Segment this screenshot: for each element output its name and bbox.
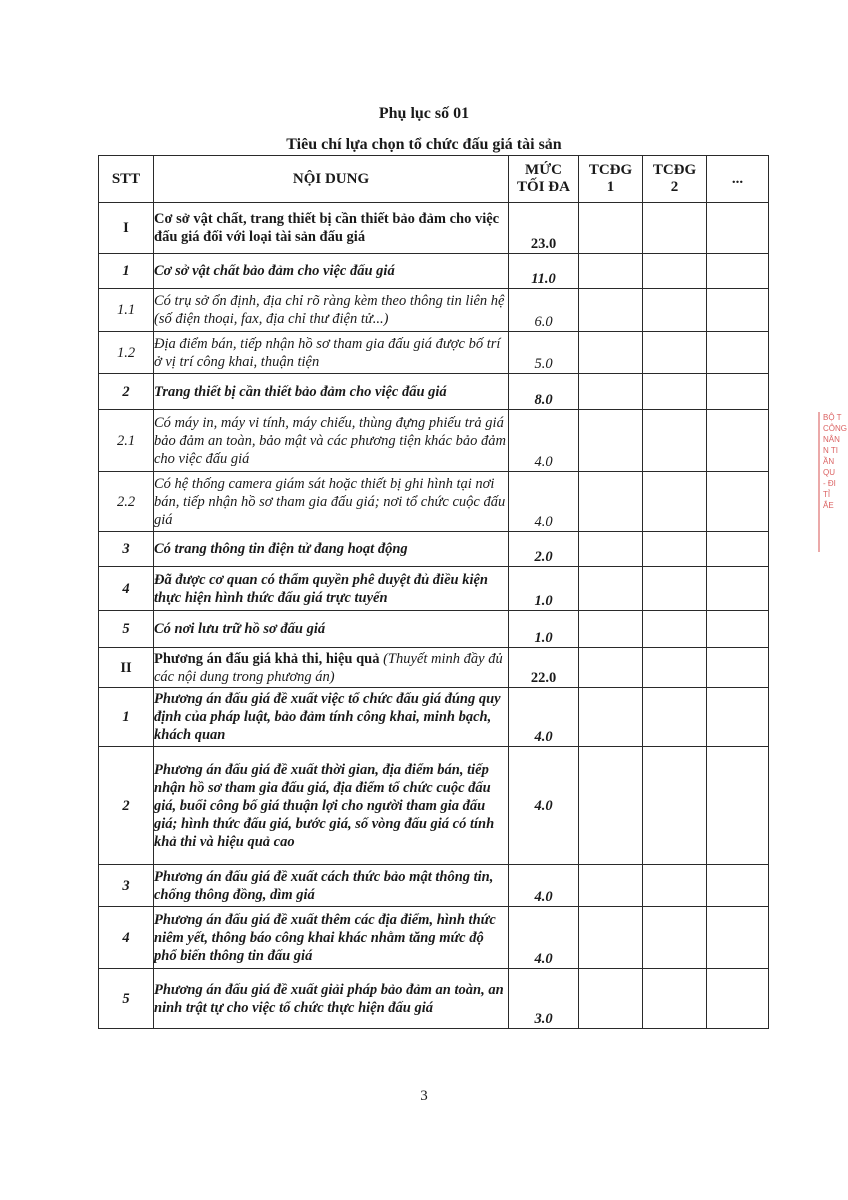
row-score-tcdg-2 (643, 289, 707, 332)
header-tcdg-1-line2: 1 (606, 179, 615, 195)
row-max-score: 4.0 (509, 410, 579, 472)
row-score-tcdg-2 (643, 374, 707, 410)
row-content: Phương án đấu giá đề xuất thời gian, địa điểm bán, tiếp nhận hồ sơ tham gia đấu giá, địa điểm tổ chức cuộc đấu giá, buổi công bố giá thuận lợi cho người tham gia đấu giá; hình thức đấu giá, bước giá, số vòng đấu giá có tính khả thi và hiệu quả cao (154, 747, 509, 865)
row-score-tcdg-1 (579, 332, 643, 374)
table-row (99, 289, 769, 332)
row-stt: 2 (99, 747, 154, 865)
row-max-score: 3.0 (509, 969, 579, 1029)
row-score-tcdg-2 (643, 472, 707, 532)
row-stt: 5 (99, 969, 154, 1029)
stamp-text: ẮE (823, 501, 834, 510)
row-stt: 2.2 (99, 472, 154, 532)
appendix-subtitle: Tiêu chí lựa chọn tổ chức đấu giá tài sản (286, 136, 562, 153)
row-score-tcdg-2 (643, 747, 707, 865)
row-score-more (707, 374, 769, 410)
row-score-tcdg-2 (643, 907, 707, 969)
row-max-score: 4.0 (509, 747, 579, 865)
row-stt: 2 (99, 374, 154, 410)
row-stt: 4 (99, 907, 154, 969)
stamp-text: N TI (823, 446, 838, 455)
row-max-score: 11.0 (509, 254, 579, 289)
row-score-more (707, 969, 769, 1029)
row-score-tcdg-1 (579, 747, 643, 865)
row-score-tcdg-2 (643, 254, 707, 289)
row-content: Phương án đấu giá đề xuất thêm các địa điểm, hình thức niêm yết, thông báo công khai khác nhằm tăng mức độ phổ biến thông tin đấu giá (154, 907, 509, 969)
appendix-title: Phụ lục số 01 (378, 105, 470, 122)
red-stamp-edge (818, 412, 848, 552)
row-score-tcdg-1 (579, 567, 643, 611)
row-score-more (707, 532, 769, 567)
row-score-tcdg-1 (579, 289, 643, 332)
row-score-more (707, 289, 769, 332)
header-tcdg-1 (579, 156, 643, 203)
row-content (154, 648, 509, 688)
row-score-more (707, 611, 769, 648)
row-score-tcdg-2 (643, 410, 707, 472)
header-content: NỘI DUNG (154, 156, 509, 203)
row-content: Trang thiết bị cần thiết bảo đảm cho việc đấu giá (154, 374, 509, 410)
row-score-more (707, 472, 769, 532)
row-score-tcdg-1 (579, 969, 643, 1029)
row-content: Phương án đấu giá đề xuất việc tổ chức đấu giá đúng quy định của pháp luật, bảo đảm tính công khai, minh bạch, khách quan (154, 688, 509, 747)
row-score-more (707, 747, 769, 865)
row-score-more (707, 203, 769, 254)
row-score-tcdg-2 (643, 567, 707, 611)
row-score-tcdg-1 (579, 648, 643, 688)
stamp-text: TỈ (823, 490, 831, 499)
row-stt: 2.1 (99, 410, 154, 472)
row-score-more (707, 865, 769, 907)
row-stt: 1.1 (99, 289, 154, 332)
row-score-tcdg-2 (643, 865, 707, 907)
row-score-tcdg-1 (579, 254, 643, 289)
row-score-more (707, 567, 769, 611)
row-score-tcdg-2 (643, 532, 707, 567)
row-stt: 3 (99, 865, 154, 907)
row-content-main: Phương án đấu giá khả thi, hiệu quả (154, 650, 380, 667)
row-score-more (707, 332, 769, 374)
row-stt: II (99, 648, 154, 688)
row-max-score: 4.0 (509, 472, 579, 532)
row-max-score: 4.0 (509, 688, 579, 747)
row-score-tcdg-1 (579, 611, 643, 648)
table-row (99, 472, 769, 532)
row-score-more (707, 688, 769, 747)
row-score-tcdg-2 (643, 611, 707, 648)
row-content: Có hệ thống camera giám sát hoặc thiết bị ghi hình tại nơi bán, tiếp nhận hồ sơ tham gia đấu giá; nơi tổ chức cuộc đấu giá (154, 472, 509, 532)
header-tcdg-2 (643, 156, 707, 203)
row-content: Có máy in, máy vi tính, máy chiếu, thùng đựng phiếu trả giá bảo đảm an toàn, bảo mật và các phương tiện khác bảo đảm cho việc đấu giá (154, 410, 509, 472)
row-max-score: 6.0 (509, 289, 579, 332)
stamp-text: CÔNG (823, 424, 847, 433)
row-score-tcdg-1 (579, 907, 643, 969)
table-header-row (99, 156, 769, 203)
row-max-score: 5.0 (509, 332, 579, 374)
header-tcdg-1-line1: TCĐG (588, 162, 633, 178)
header-max-line2: TỐI ĐA (517, 179, 570, 195)
row-score-tcdg-1 (579, 410, 643, 472)
row-score-tcdg-2 (643, 332, 707, 374)
header-more: ... (707, 156, 769, 203)
row-stt: 3 (99, 532, 154, 567)
row-max-score: 4.0 (509, 865, 579, 907)
table-row (99, 747, 769, 865)
row-score-tcdg-2 (643, 648, 707, 688)
row-content: Phương án đấu giá đề xuất giải pháp bảo đảm an toàn, an ninh trật tự cho việc tổ chức thực hiện đấu giá (154, 969, 509, 1029)
row-score-tcdg-1 (579, 374, 643, 410)
row-score-tcdg-2 (643, 688, 707, 747)
table-row (99, 567, 769, 611)
stamp-text: NÂN (823, 435, 840, 444)
row-max-score: 1.0 (509, 611, 579, 648)
table-row (99, 254, 769, 289)
table-row (99, 532, 769, 567)
row-score-more (707, 907, 769, 969)
header-stt: STT (99, 156, 154, 203)
row-stt: 1 (99, 254, 154, 289)
table-row (99, 410, 769, 472)
row-stt: 5 (99, 611, 154, 648)
table-row (99, 865, 769, 907)
row-score-tcdg-1 (579, 532, 643, 567)
row-content: Địa điểm bán, tiếp nhận hồ sơ tham gia đấu giá được bố trí ở vị trí công khai, thuận tiện (154, 332, 509, 374)
row-max-score: 4.0 (509, 907, 579, 969)
table-row (99, 648, 769, 688)
row-stt: I (99, 203, 154, 254)
stamp-text: BỘ T (823, 413, 842, 422)
row-score-tcdg-1 (579, 203, 643, 254)
row-score-more (707, 648, 769, 688)
header-max-line1: MỨC (525, 162, 562, 178)
table-row (99, 332, 769, 374)
row-max-score: 23.0 (509, 203, 579, 254)
row-content: Đã được cơ quan có thẩm quyền phê duyệt đủ điều kiện thực hiện hình thức đấu giá trực tuyến (154, 567, 509, 611)
stamp-text: QU (823, 468, 835, 477)
row-max-score: 22.0 (509, 648, 579, 688)
header-max-score (509, 156, 579, 203)
row-max-score: 2.0 (509, 532, 579, 567)
row-score-tcdg-2 (643, 969, 707, 1029)
row-score-more (707, 410, 769, 472)
row-content: Cơ sở vật chất, trang thiết bị cần thiết bảo đảm cho việc đấu giá đối với loại tài sản đấu giá (154, 203, 509, 254)
criteria-table (98, 155, 769, 1029)
header-tcdg-2-line2: 2 (670, 179, 679, 195)
table-row (99, 969, 769, 1029)
table-row (99, 688, 769, 747)
row-max-score: 8.0 (509, 374, 579, 410)
row-stt: 1 (99, 688, 154, 747)
table-row (99, 374, 769, 410)
page-number: 3 (420, 1088, 428, 1104)
row-score-tcdg-1 (579, 472, 643, 532)
table-row (99, 907, 769, 969)
row-stt: 1.2 (99, 332, 154, 374)
header-tcdg-2-line1: TCĐG (652, 162, 697, 178)
stamp-text: ẦN (823, 457, 835, 466)
row-max-score: 1.0 (509, 567, 579, 611)
row-content-note: (Thuyết minh đầy đủ các nội dung trong phương án) (154, 650, 503, 685)
row-score-tcdg-1 (579, 865, 643, 907)
row-content: Có trang thông tin điện tử đang hoạt động (154, 532, 509, 567)
row-content: Cơ sở vật chất bảo đảm cho việc đấu giá (154, 254, 509, 289)
row-stt: 4 (99, 567, 154, 611)
table-row (99, 611, 769, 648)
row-score-tcdg-2 (643, 203, 707, 254)
row-content: Phương án đấu giá đề xuất cách thức bảo mật thông tin, chống thông đồng, dìm giá (154, 865, 509, 907)
table-row (99, 203, 769, 254)
row-score-tcdg-1 (579, 688, 643, 747)
stamp-text: - ĐI (823, 479, 836, 488)
row-score-more (707, 254, 769, 289)
row-content: Có trụ sở ổn định, địa chỉ rõ ràng kèm theo thông tin liên hệ (số điện thoại, fax, địa chỉ thư điện tử...) (154, 289, 509, 332)
row-content: Có nơi lưu trữ hồ sơ đấu giá (154, 611, 509, 648)
